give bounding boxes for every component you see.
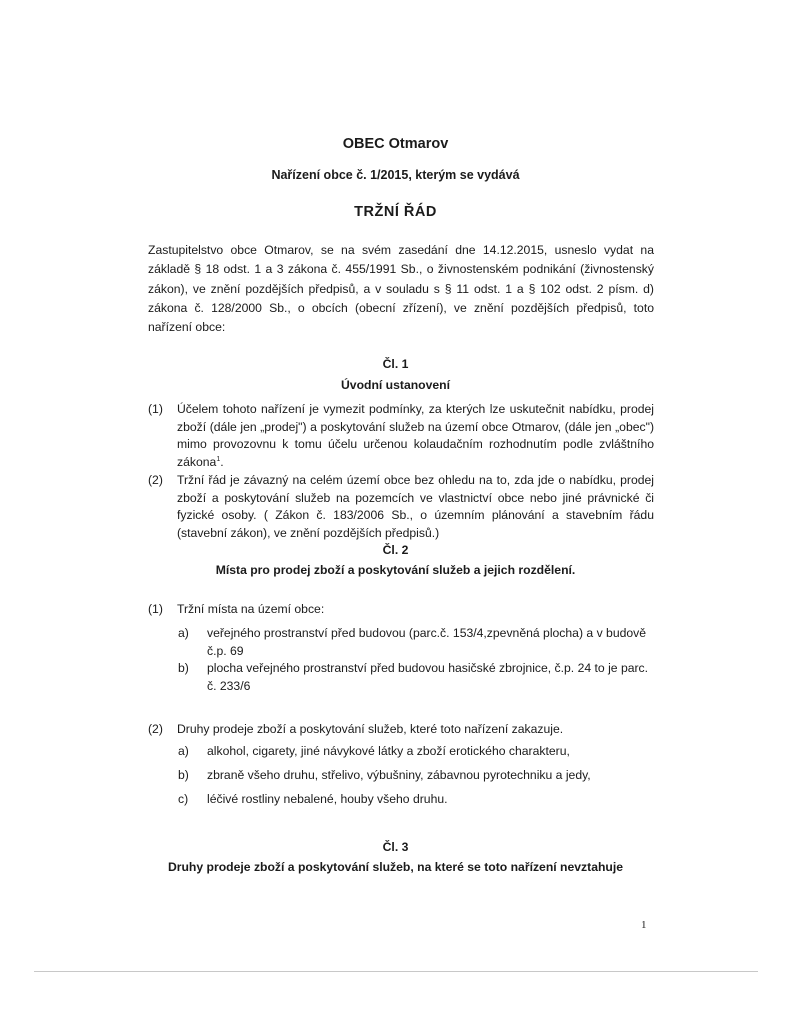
footnote-marker: 1 <box>216 455 221 463</box>
paragraph-text: Tržní místa na území obce: <box>177 602 325 616</box>
paragraph-text <box>177 401 654 471</box>
paragraph-number: (1) <box>148 402 163 416</box>
paragraph-text: Tržní řád je závazný na celém území obce bez ohledu na to, zda jde o nabídku, prodej zboží a poskytování služeb na pozemcích ve vlastnictví obce nebo jiné právnické či fyzické osoby. ( Zákon č. 183/2006 Sb., o územním plánování a stavebním řádu (stavební zákon), ve znění pozdějších předpisů.) <box>177 473 654 540</box>
paragraph-number: (1) <box>148 602 163 616</box>
list-letter: c) <box>178 792 189 806</box>
page-divider <box>34 971 758 972</box>
list-letter: b) <box>178 661 189 675</box>
article-3-subheading: Druhy prodeje zboží a poskytování služeb, na které se toto nařízení nevztahuje <box>167 860 624 874</box>
article-2-subheading: Místa pro prodej zboží a poskytování služeb a jejich rozdělení. <box>215 563 576 577</box>
list-item <box>178 743 654 761</box>
list-item <box>178 625 654 660</box>
paragraph-number: (2) <box>148 473 163 487</box>
list-letter: a) <box>178 626 189 640</box>
paragraph-text: Druhy prodeje zboží a poskytování služeb, které toto nařízení zakazuje. <box>177 722 564 736</box>
municipality-name: OBEC Otmarov <box>342 136 449 152</box>
list-letter: a) <box>178 744 189 758</box>
list-text: zbraně všeho druhu, střelivo, výbušniny, zábavnou pyrotechniku a jedy, <box>207 768 591 782</box>
list-item <box>178 791 654 809</box>
article-1-subheading: Úvodní ustanovení <box>340 378 451 392</box>
page-number: 1 <box>641 919 647 931</box>
paragraph-body: Účelem tohoto nařízení je vymezit podmínky, za kterých lze uskutečnit nabídku, prodej zboží (dále jen „prodej") a poskytování služeb na území obce Otmarov, (dále jen „obec") mimo provozovnu k tomu účelu určenou kolaudačním rozhodnutím podle zvláštního zákona <box>177 402 654 469</box>
document-title: TRŽNÍ ŘÁD <box>354 204 437 220</box>
article-2-paragraph-2 <box>148 721 654 739</box>
article-2-heading: Čl. 2 <box>382 543 409 557</box>
list-text: plocha veřejného prostranství před budovou hasičské zbrojnice, č.p. 24 to je parc. č. 233/6 <box>207 661 649 693</box>
list-text: veřejného prostranství před budovou (parc.č. 153/4,zpevněná plocha) a v budově č.p. 69 <box>207 626 647 658</box>
list-item <box>178 767 654 785</box>
list-item <box>178 660 654 695</box>
article-1-paragraph-2 <box>148 472 654 542</box>
article-2-paragraph-1 <box>148 601 654 619</box>
list-text: léčivé rostliny nebalené, houby všeho druhu. <box>207 792 448 806</box>
list-letter: b) <box>178 768 189 782</box>
paragraph-end: . <box>220 454 224 469</box>
paragraph-number: (2) <box>148 722 163 736</box>
article-1-heading: Čl. 1 <box>382 357 409 371</box>
regulation-number: Nařízení obce č. 1/2015, kterým se vydává <box>271 168 520 182</box>
intro-paragraph: Zastupitelstvo obce Otmarov, se na svém zasedání dne 14.12.2015, usneslo vydat na základě § 18 odst. 1 a 3 zákona č. 455/1991 Sb., o živnostenském podnikání (živnostenský zákon), ve znění pozdějších předpisů, a v souladu s § 11 odst. 1 a § 102 odst. 2 písm. d) zákona č. 128/2000 Sb., o obcích (obecní zřízení), ve znění pozdějších předpisů, toto nařízení obce: <box>148 243 654 335</box>
article-3-heading: Čl. 3 <box>382 840 409 854</box>
list-text: alkohol, cigarety, jiné návykové látky a zboží erotického charakteru, <box>207 744 570 758</box>
article-1-paragraph-1 <box>148 401 654 471</box>
